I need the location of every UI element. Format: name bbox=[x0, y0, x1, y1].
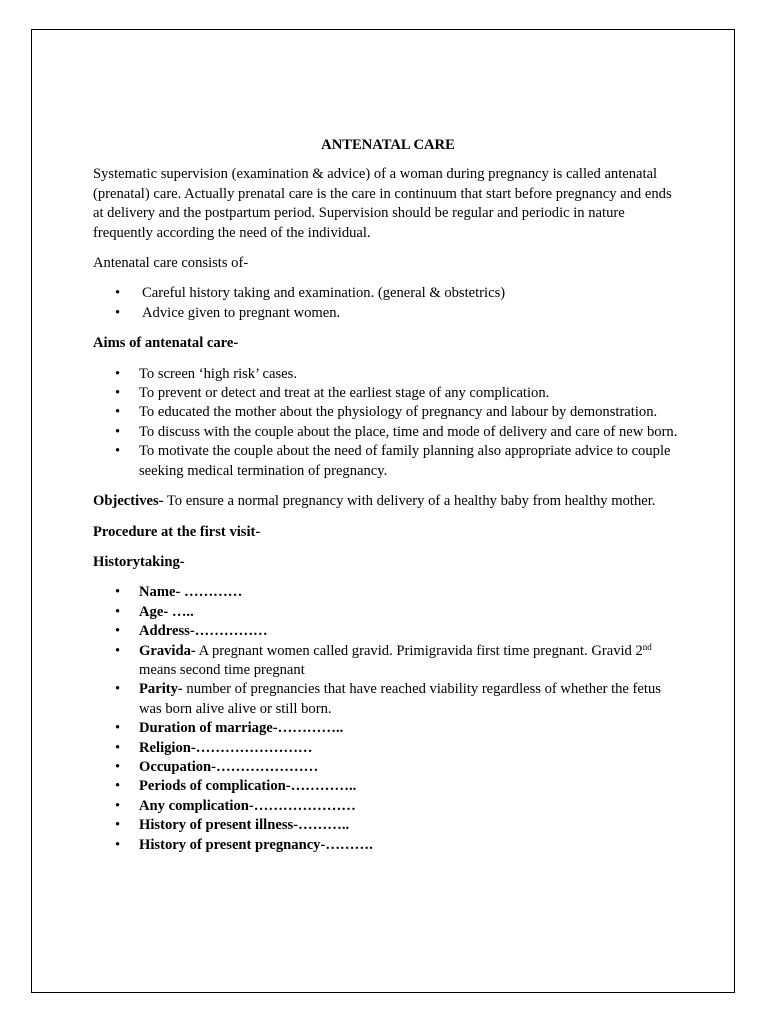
history-list bbox=[93, 583, 683, 855]
bullet-icon: • bbox=[115, 642, 121, 659]
document-body bbox=[93, 136, 683, 866]
bullet-icon: • bbox=[115, 739, 121, 756]
document-title: ANTENATAL CARE bbox=[321, 137, 455, 153]
history-present-illness: History of present illness-……….. bbox=[139, 817, 350, 834]
history-address: Address-…………… bbox=[139, 623, 268, 640]
bullet-icon: • bbox=[115, 623, 121, 640]
bullet-icon: • bbox=[115, 584, 121, 601]
bullet-icon: • bbox=[115, 817, 121, 834]
list-item bbox=[93, 603, 683, 622]
list-item-text: To prevent or detect and treat at the earliest stage of any complication. bbox=[139, 385, 550, 402]
bullet-icon: • bbox=[115, 797, 121, 814]
list-item bbox=[93, 836, 683, 855]
parity-text: number of pregnancies that have reached viability regardless of whether the fetus was born alive alive or still born. bbox=[139, 681, 661, 717]
list-item bbox=[93, 758, 683, 777]
history-religion: Religion-…………………… bbox=[139, 739, 313, 756]
parity-label: Parity- bbox=[139, 681, 183, 698]
bullet-icon: • bbox=[115, 778, 121, 795]
bullet-icon: • bbox=[115, 304, 121, 321]
list-item bbox=[93, 680, 683, 719]
objectives-paragraph bbox=[93, 492, 683, 511]
bullet-icon: • bbox=[115, 681, 121, 698]
history-present-pregnancy: History of present pregnancy-………. bbox=[139, 836, 373, 853]
aims-list bbox=[93, 365, 683, 481]
history-duration-of-marriage: Duration of marriage-………….. bbox=[139, 720, 344, 737]
bullet-icon: • bbox=[115, 285, 121, 302]
list-item bbox=[93, 583, 683, 602]
history-any-complication: Any complication-………………… bbox=[139, 797, 356, 814]
history-occupation: Occupation-………………… bbox=[139, 758, 319, 775]
list-item bbox=[93, 304, 683, 323]
bullet-icon: • bbox=[115, 758, 121, 775]
list-item bbox=[93, 423, 683, 442]
list-item-text: Advice given to pregnant women. bbox=[142, 304, 341, 321]
gravida-label: Gravida- bbox=[139, 642, 196, 659]
consists-heading: Antenatal care consists of- bbox=[93, 255, 249, 272]
history-periods-of-complication: Periods of complication-………….. bbox=[139, 778, 357, 795]
bullet-icon: • bbox=[115, 443, 121, 460]
bullet-icon: • bbox=[115, 836, 121, 853]
list-item bbox=[93, 622, 683, 641]
gravida-tail: means second time pregnant bbox=[139, 661, 305, 678]
aims-heading bbox=[93, 334, 683, 353]
objectives-text: To ensure a normal pregnancy with delivery of a healthy baby from healthy mother. bbox=[163, 493, 656, 510]
list-item-text: Careful history taking and examination. (general & obstetrics) bbox=[142, 285, 506, 302]
history-heading-text: Historytaking- bbox=[93, 553, 185, 570]
objectives-label: Objectives- bbox=[93, 493, 164, 510]
bullet-icon: • bbox=[115, 423, 121, 440]
gravida-superscript: nd bbox=[642, 641, 652, 652]
list-item-text: To screen ‘high risk’ cases. bbox=[139, 365, 297, 382]
gravida-text: A pregnant women called gravid. Primigravida first time pregnant. Gravid 2 bbox=[195, 642, 643, 659]
consists-list bbox=[93, 284, 683, 323]
list-item bbox=[93, 365, 683, 384]
list-item bbox=[93, 739, 683, 758]
list-item-text: To educated the mother about the physiology of pregnancy and labour by demonstration. bbox=[139, 404, 658, 421]
history-heading bbox=[93, 553, 683, 572]
list-item bbox=[93, 642, 683, 681]
list-item-text: To motivate the couple about the need of family planning also appropriate advice to couple seeking medical termination of pregnancy. bbox=[139, 443, 671, 479]
list-item bbox=[93, 777, 683, 796]
list-item bbox=[93, 816, 683, 835]
bullet-icon: • bbox=[115, 385, 121, 402]
list-item bbox=[93, 442, 683, 481]
list-item-text: To discuss with the couple about the place, time and mode of delivery and care of new born. bbox=[139, 423, 678, 440]
list-item bbox=[93, 284, 683, 303]
bullet-icon: • bbox=[115, 365, 121, 382]
history-age: Age- ….. bbox=[139, 603, 194, 620]
intro-paragraph: Systematic supervision (examination & advice) of a woman during pregnancy is called antenatal (prenatal) care. Actually prenatal care is the care in continuum that start before pregnancy and ends at delivery and the postpartum period. Supervision should be regular and periodic in nature frequently according the need of the individual. bbox=[93, 166, 672, 241]
procedure-heading-text: Procedure at the first visit- bbox=[93, 523, 261, 540]
procedure-heading bbox=[93, 523, 683, 542]
list-item bbox=[93, 384, 683, 403]
bullet-icon: • bbox=[115, 603, 121, 620]
aims-heading-text: Aims of antenatal care- bbox=[93, 335, 239, 352]
list-item bbox=[93, 403, 683, 422]
bullet-icon: • bbox=[115, 404, 121, 421]
list-item bbox=[93, 719, 683, 738]
bullet-icon: • bbox=[115, 720, 121, 737]
history-name: Name- ………… bbox=[139, 584, 243, 601]
list-item bbox=[93, 797, 683, 816]
